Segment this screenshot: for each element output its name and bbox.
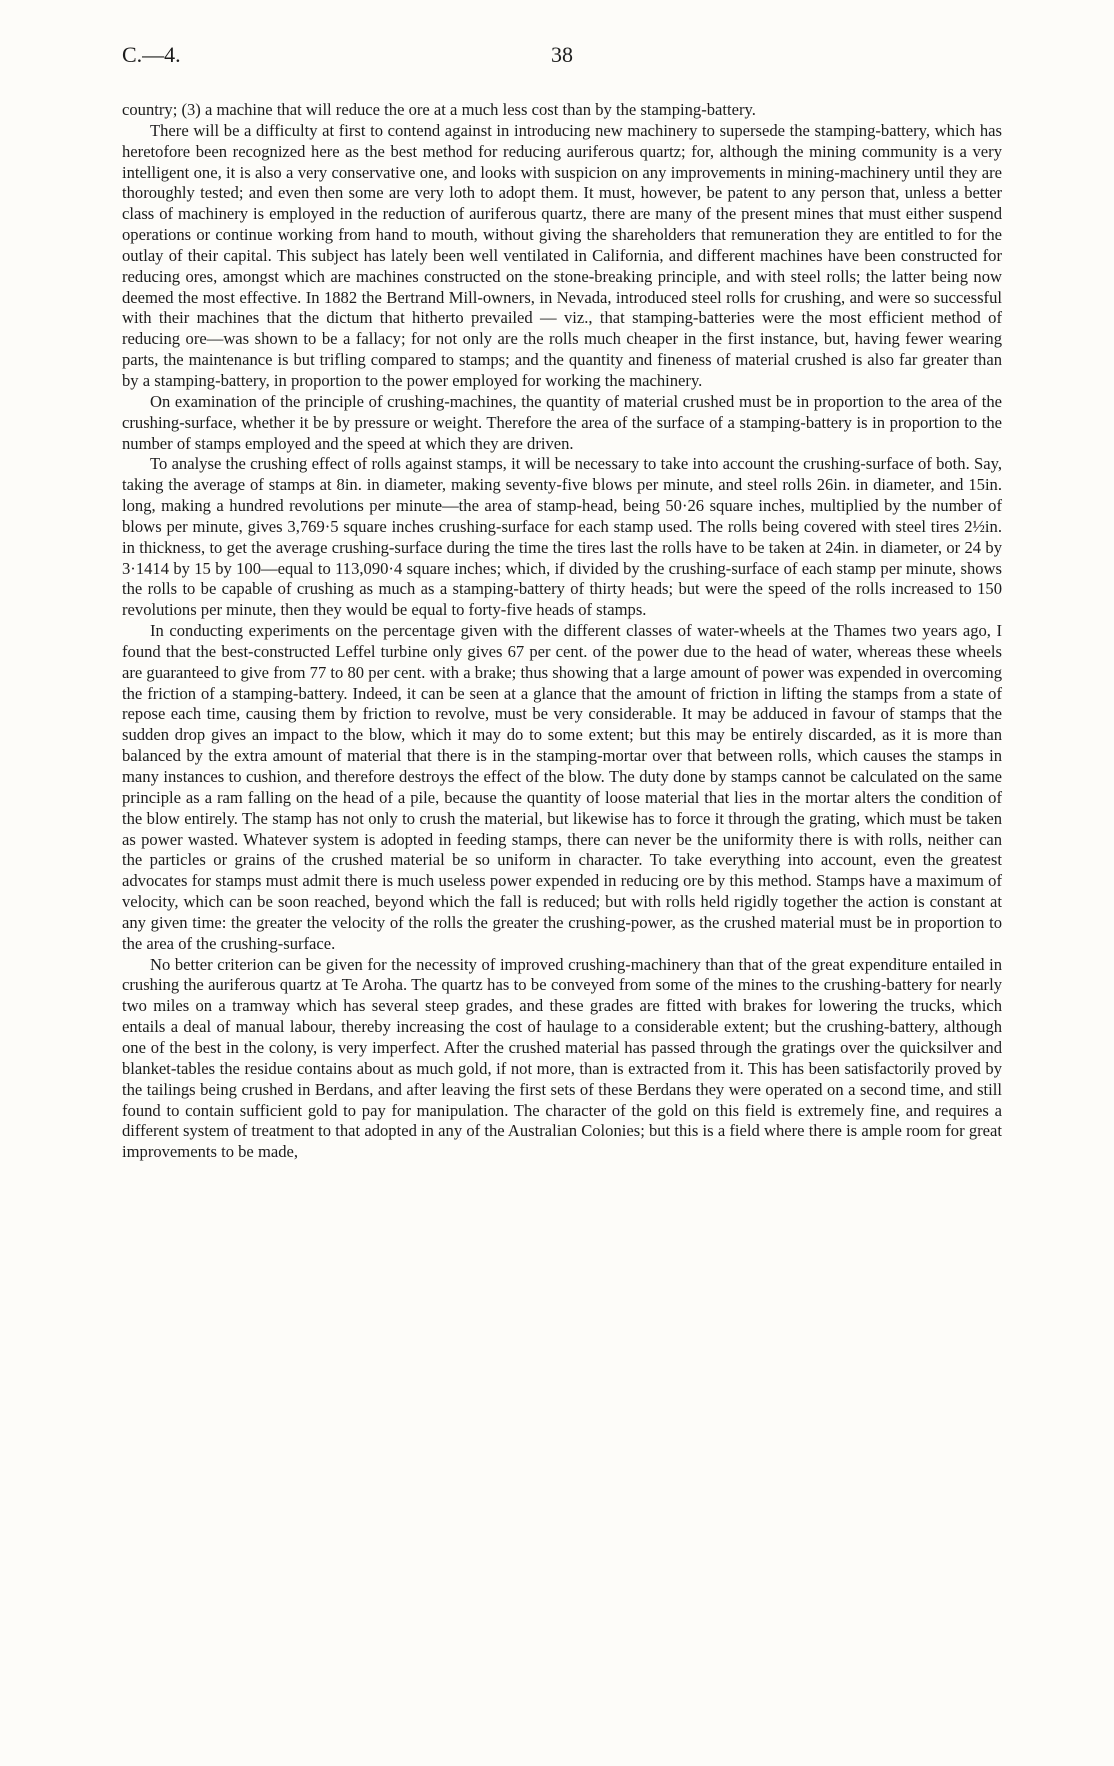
paragraph: To analyse the crushing effect of rolls against stamps, it will be necessary to take into account the crushing-surface of both. Say, taking the average of stamps at 8in. in diameter, making seventy-five blows per minute, and steel rolls 26in. in diameter, and 15in. long, making a hundred revolutions per minute—the area of stamp-head, being 50·26 square inches, multiplied by the number of blows per minute, gives 3,769·5 square inches crushing-surface for each stamp used. The rolls being covered with steel tires 2½in. in thickness, to get the average crushing-surface during the time the tires last the rolls have to be taken at 24in. in diameter, or 24 by 3·1414 by 15 by 100—equal to 113,090·4 square inches; which, if divided by the crushing-surface of each stamp per minute, shows the rolls to be capable of crushing as much as a stamping-battery of thirty heads; but were the speed of the rolls increased to 150 revolutions per minute, then they would be equal to forty-five heads of stamps. — [122, 454, 1002, 620]
paragraph: There will be a difficulty at first to contend against in introducing new machinery to supersede the stamping-battery, which has heretofore been recognized here as the best method for reducing auriferous quartz; for, although the mining community is a very intelligent one, it is also a very conservative one, and looks with suspicion on any improvements in mining-machinery until they are thoroughly tested; and even then some are very loth to adopt them. It must, however, be patent to any person that, unless a better class of machinery is employed in the reduction of auriferous quartz, there are many of the present mines that must either suspend operations or continue working from hand to mouth, without giving the shareholders that remuneration they are entitled to for the outlay of their capital. This subject has lately been well ventilated in California, and different machines have been constructed for reducing ores, amongst which are machines constructed on the stone-breaking principle, and with steel rolls; the latter being now deemed the most effective. In 1882 the Bertrand Mill-owners, in Nevada, introduced steel rolls for crushing, and were so successful with their machines that the dictum that hitherto prevailed — viz., that stamping-batteries were the most efficient method of reducing ore—was shown to be a fallacy; for not only are the rolls much cheaper in the first instance, but, having fewer wearing parts, the maintenance is but trifling compared to stamps; and the quantity and fineness of material crushed is also far greater than by a stamping-battery, in proportion to the power employed for working the machinery. — [122, 120, 1002, 390]
page-number: 38 — [551, 42, 573, 67]
running-head — [122, 42, 1002, 72]
paragraph: In conducting experiments on the percentage given with the different classes of water-wheels at the Thames two years ago, I found that the best-constructed Leffel turbine only gives 67 per cent. of the power due to the head of water, whereas these wheels are guaranteed to give from 77 to 80 per cent. with a brake; thus showing that a large amount of power was expended in overcoming the friction of a stamping-battery. Indeed, it can be seen at a glance that the amount of friction in lifting the stamps from a state of repose each time, causing them by friction to revolve, must be very considerable. It may be adduced in favour of stamps that the sudden drop gives an impact to the blow, which it may do to some extent; but this may be entirely discarded, as it is more than balanced by the extra amount of material that there is in the stamping-mortar over that between rolls, which causes the stamps in many instances to cushion, and therefore destroys the effect of the blow. The duty done by stamps cannot be calculated on the same principle as a ram falling on the head of a pile, because the quantity of loose material that lies in the mortar alters the condition of the blow entirely. The stamp has not only to crush the material, but likewise has to force it through the grating, which must be taken as power wasted. Whatever system is adopted in feeding stamps, there can never be the uniformity there is with rolls, neither can the particles or grains of the crushed material be so uniform in character. To take everything into account, even the greatest advocates for stamps must admit there is much useless power expended in reducing ore by this method. Stamps have a maximum of velocity, which can be soon reached, beyond which the fall is reduced; but with rolls held rigidly together the action is constant at any given time: the greater the velocity of the rolls the greater the crushing-power, as the crushed material must be in proportion to the area of the crushing-surface. — [122, 621, 1002, 953]
body-text — [122, 100, 1002, 1163]
paragraph: On examination of the principle of crushing-machines, the quantity of material crushed must be in proportion to the area of the crushing-surface, whether it be by pressure or weight. Therefore the area of the surface of a stamping-battery is in proportion to the number of stamps employed and the speed at which they are driven. — [122, 391, 1002, 453]
paragraph-continuation: country; (3) a machine that will reduce the ore at a much less cost than by the stamping-battery. — [122, 100, 756, 119]
series-number: C.—4. — [122, 42, 181, 67]
paragraph: No better criterion can be given for the necessity of improved crushing-machinery than that of the great expenditure entailed in crushing the auriferous quartz at Te Aroha. The quartz has to be conveyed from some of the mines to the crushing-battery for nearly two miles on a tramway which has several steep grades, and these grades are fitted with brakes for lowering the trucks, which entails a deal of manual labour, thereby increasing the cost of haulage to a considerable extent; but the crushing-battery, although one of the best in the colony, is very imperfect. After the crushed material has passed through the gratings over the quicksilver and blanket-tables the residue contains about as much gold, if not more, than is extracted from it. This has been satisfactorily proved by the tailings being crushed in Berdans, and after leaving the first sets of these Berdans they were operated on a second time, and still found to contain sufficient gold to pay for manipulation. The character of the gold on this field is extremely fine, and requires a different system of treatment to that adopted in any of the Australian Colonies; but this is a field where there is ample room for great improvements to be made, — [122, 954, 1002, 1162]
